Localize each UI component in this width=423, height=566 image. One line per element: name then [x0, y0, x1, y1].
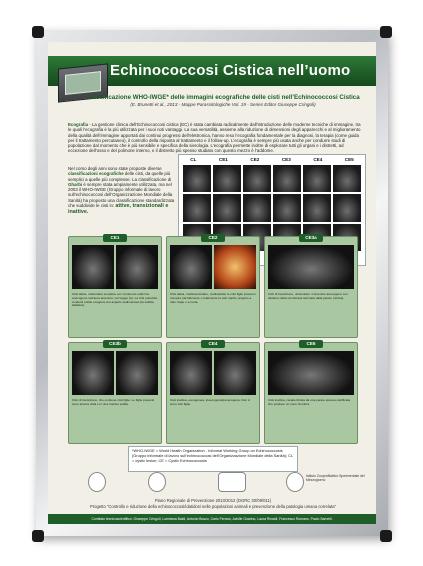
panel-ce4 [166, 342, 260, 444]
intro-label: Ecografia [68, 122, 89, 127]
intro-text: - La gestione clinica dell’Echinococcosi cistica (EC) è stata cambiata radicalmente dall’introduzione delle moderne tecniche di immagine, tra le quali l’ecografia è la più utilizzata per i suoi noti vantaggi. La sua versatilità, assieme alla riduzione di dimensioni degli apparecchi e al miglioramento della qualità dell’immagine apportati dai continui progressi dell’elettronica, hanno reso l’ecografia fondamentale per la diagnosi, la terapia (come guida per il trattamento percutaneo), il controllo della risposta al trattamento e il follow-up. L’ecografia è sempre più usata anche per condurre studi di popolazione dal momento che è più sensibile e specifica della sierologia. L’ecografia permette inoltre di esplorare tutti gli organi e i distretti, ad eccezione dell’osso e del polmone interno, e il distretto più spesso studiato con questo mezzo è l’addome. [68, 122, 361, 154]
region-crest-logo [88, 472, 106, 492]
title-banner [48, 56, 376, 86]
university-seal-logo [148, 472, 166, 492]
text: è sempre stata ampiamente utilizzata, ma nel 2003 il WHO-IWGE (Gruppo informale di lavoro sull’echinococcosi dell’Organizzazione Mondiale della Sanità) ha proposto una classificazione standardizzata che suddivide le cisti in: [68, 181, 175, 209]
poster [48, 42, 376, 524]
ultrasound-image [214, 351, 256, 395]
panel-images [268, 351, 354, 395]
subtitle: Classificazione WHO-IWGE* delle immagini ecografiche delle cisti nell’Echinococcosi Cistica [86, 94, 360, 101]
panel-images [170, 351, 256, 395]
institute-logo [286, 472, 304, 492]
cyst-states: attive, transizionali e inattive. [68, 203, 169, 216]
column-label: CE2 [250, 157, 260, 162]
column-label: CE4 [313, 157, 323, 162]
panel-description: Cisti di transizione, che contiene cisti figlie. Le figlie presenti sono ancora vitali e in una matrice solida. [72, 398, 155, 406]
panel-ce2 [166, 236, 260, 338]
citation: (E. Brunetti et al., 2013 - Mappe Parassitologiche Vol. 19 - Series Editor Giuseppe Cringoli) [130, 102, 316, 107]
ultrasound-image [72, 351, 114, 395]
credits-bar: Comitato tecnicoscientifico: Giuseppe Cringoli, Loredana Baldi, Antonio Bosco, Carlo Ferraro, Achille Guarino, Laura Rinaldi, Francesco Romano, Paolo Sarnelli. [48, 514, 376, 524]
ultrasound-image [268, 351, 354, 395]
ultrasound-image [333, 194, 361, 221]
panel-tag: CE2 [201, 234, 225, 242]
ultrasound-image [273, 165, 301, 192]
panel-tag: CE5 [299, 340, 323, 348]
column-label: CE1 [218, 157, 228, 162]
glossary-box: *WHO-IWGE = World Health Organization - Informal Working Group on Echinococcosis (Gruppo informale di lavoro sull’echinococcosi dell’Organizzazione Mondiale della Sanità); CL = cystic lesion; CE = Cystic Echinococcosis [128, 446, 298, 472]
ultrasound-image [273, 194, 301, 221]
ultrasound-image [183, 165, 211, 192]
footer-project: Progetto “Controllo e riduzione della echinococcosi/idatidosi nelle popolazioni animali e prevenzione della patologia umana correlata” [89, 504, 337, 509]
ultrasound-image [333, 165, 361, 192]
column-label: CE5 [344, 157, 354, 162]
ultrasound-image [213, 194, 241, 221]
text: delle cisti, da quelle più semplici a quelle più complesse. La classificazione di [68, 171, 172, 182]
landscape-logo [218, 472, 246, 492]
classification-paragraph [68, 166, 176, 216]
text-highlight: classificazioni ecografiche [68, 171, 124, 177]
panel-images [268, 245, 354, 289]
column-label: CL [190, 157, 197, 162]
ultrasound-image [268, 245, 354, 289]
ultrasound-image [243, 165, 271, 192]
frame-corner [32, 26, 44, 38]
panel-description: Cisti inattiva, caratterizzata da una parete spessa calcificata che produce un cono d’ombra. [268, 398, 351, 406]
ultrasound-image [116, 351, 158, 395]
panel-description: Cisti attiva, uniloculare semplice con contenuto uniforme anecogeno nell’area anteriore; nel legger (b). La cisti potrebbe rendersi sottile ecogena con aspetto sedimentato (la sabbia idatidea). [72, 292, 158, 308]
footer-plan: Piano Regionale di Prevenzione 2010/2012 (DGRC 30/09/011) [154, 498, 272, 503]
ultrasound-image [183, 194, 211, 221]
panel-images [72, 351, 158, 395]
ultrasound-image [303, 165, 331, 192]
figure-column-labels [179, 157, 365, 162]
panel-ce1 [68, 236, 162, 338]
panel-description: Cisti di transizione, uniloculare. Contenuto anecogeno con distacco della membrana laminata dalla parete (ninfea). [268, 292, 348, 300]
ultrasound-image [213, 165, 241, 192]
specimen-photo [214, 245, 256, 289]
panel-tag: CE3a [299, 234, 323, 242]
intro-paragraph [68, 122, 363, 154]
institute-name: Istituto Zooprofilattico Sperimentale del Mezzogiorno [306, 474, 365, 482]
panel-description: Cisti attiva, multivescicolare, multisettata; le cisti figlie possono riempire parzialmente o totalmente la cisti madre; aspetto a nido d’ape o a ruota. [170, 292, 256, 304]
panel-images [170, 245, 256, 289]
ultrasound-image [243, 194, 271, 221]
ultrasound-image [170, 351, 212, 395]
panel-description: Cisti inattiva, eterogenea, ipoecogena/iperecogena. Non ci sono cisti figlie. [170, 398, 251, 406]
poster-title: Echinococcosi Cistica nell’uomo [110, 62, 351, 79]
panel-tag: CE1 [103, 234, 127, 242]
text-highlight: Gharbi [68, 181, 83, 187]
ultrasound-image [303, 194, 331, 221]
frame-corner [380, 530, 392, 542]
panel-tag: CE4 [201, 340, 225, 348]
panel-tag: CE3b [103, 340, 127, 348]
text: Nel corso degli anni sono state proposte diverse [68, 166, 162, 171]
ultrasound-image [116, 245, 158, 289]
panel-ce3b [68, 342, 162, 444]
ultrasound-image [72, 245, 114, 289]
panel-ce5 [264, 342, 358, 444]
panel-images [72, 245, 158, 289]
frame-corner [32, 530, 44, 542]
frame-corner [380, 26, 392, 38]
panel-ce3a [264, 236, 358, 338]
column-label: CE3 [281, 157, 291, 162]
ultrasound-image [170, 245, 212, 289]
